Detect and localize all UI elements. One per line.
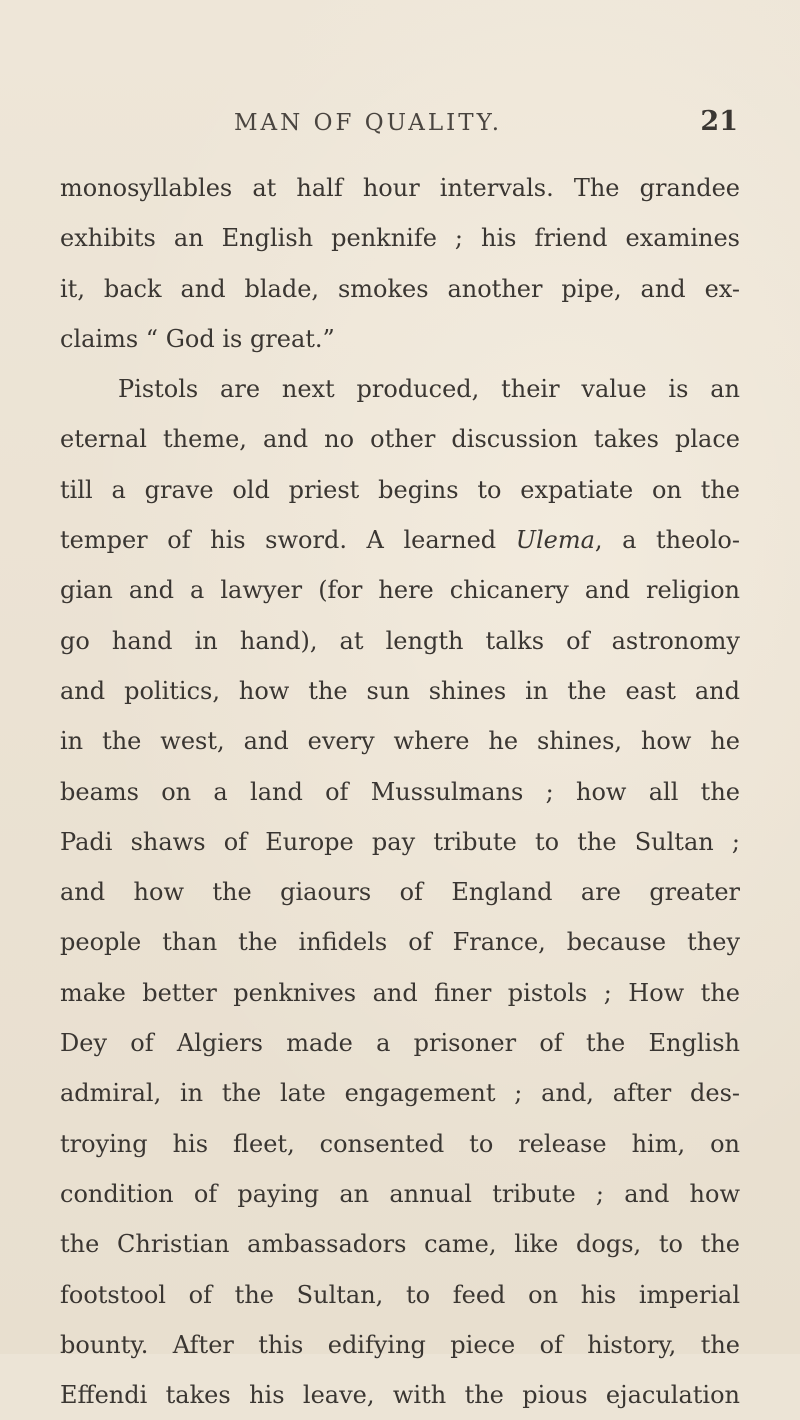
text-line: condition of paying an annual tribute ; and how bbox=[60, 1179, 740, 1208]
text-line: the Christian ambassadors came, like dogs, to the bbox=[60, 1230, 740, 1259]
page-number: 21 bbox=[700, 106, 738, 137]
text-line: people than the infidels of France, because they bbox=[60, 928, 740, 957]
text-line: it, back and blade, smokes another pipe, and ex- bbox=[60, 274, 740, 303]
text-line: gian and a lawyer (for here chicanery and religion bbox=[60, 576, 740, 605]
body-text bbox=[60, 163, 740, 1420]
text-line: monosyllables at half hour intervals. The grandee bbox=[60, 174, 740, 202]
text-line: troying his fleet, consented to release him, on bbox=[60, 1129, 740, 1158]
text-line: till a grave old priest begins to expatiate on the bbox=[60, 475, 740, 504]
text-line: beams on a land of Mussulmans ; how all the bbox=[60, 777, 740, 806]
text-segment: , a theolo- bbox=[594, 526, 740, 555]
text-line bbox=[60, 515, 740, 565]
paragraph-first-line: Pistols are next produced, their value is an bbox=[118, 375, 740, 404]
italic-term: Ulema bbox=[515, 526, 595, 555]
text-line: Dey of Algiers made a prisoner of the English bbox=[60, 1029, 740, 1058]
text-line: bounty. After this edifying piece of history, the bbox=[60, 1330, 740, 1359]
text-line: make better penknives and finer pistols ; How the bbox=[60, 978, 740, 1007]
text-line: go hand in hand), at length talks of astronomy bbox=[60, 626, 740, 655]
text-line: Effendi takes his leave, with the pious ejaculation bbox=[60, 1381, 740, 1410]
text-line: eternal theme, and no other discussion takes place bbox=[60, 425, 740, 454]
text-segment: temper of his sword. A learned bbox=[60, 526, 516, 555]
text-line: footstool of the Sultan, to feed on his imperial bbox=[60, 1280, 740, 1309]
text-line: and politics, how the sun shines in the east and bbox=[60, 676, 740, 705]
text-line: in the west, and every where he shines, how he bbox=[60, 727, 740, 756]
text-line: exhibits an English penknife ; his friend examines bbox=[60, 224, 740, 253]
text-line: admiral, in the late engagement ; and, after des- bbox=[60, 1079, 740, 1108]
text-line: and how the giaours of England are greater bbox=[60, 878, 740, 907]
running-head bbox=[60, 106, 740, 146]
text-line: claims “ God is great.” bbox=[60, 324, 335, 353]
running-title: MAN OF QUALITY. bbox=[234, 110, 503, 136]
text-line: Padi shaws of Europe pay tribute to the Sultan ; bbox=[60, 827, 740, 856]
